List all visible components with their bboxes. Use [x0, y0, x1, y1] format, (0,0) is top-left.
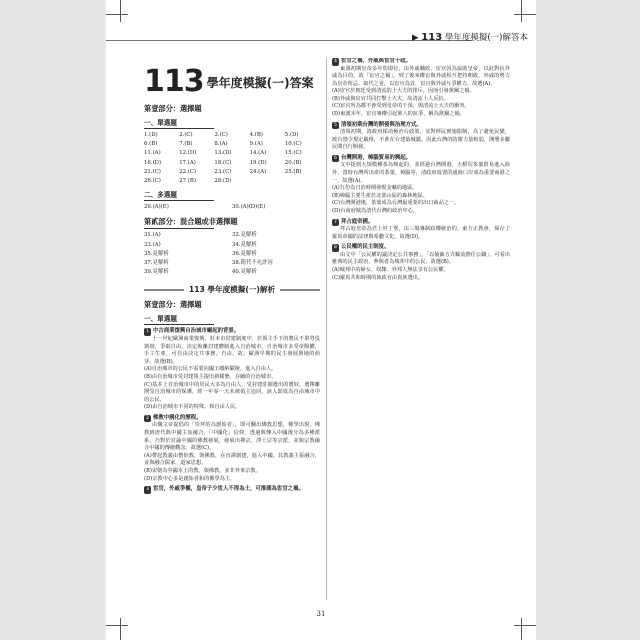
answer-item: 24.(A) [249, 168, 267, 175]
option-explanation: (D)台南府城為清代台灣的政治中心。 [332, 208, 419, 214]
answer-item: 30.(A)(D)(E) [232, 204, 266, 211]
question-block [332, 58, 510, 66]
heading-rule [144, 200, 214, 201]
solution-part-heading: 第壹部分：選擇題 [144, 300, 202, 310]
answer-item: 2.(C) [179, 132, 193, 138]
question-block [144, 486, 320, 494]
crop-mark [106, 625, 128, 626]
explanation-text: 拜占庭皇帝為君士坦丁堡，由三場專制政權統治的，東方正教會，保存了羅馬帝國的法律與希臘文化，故選(D)。 [332, 226, 510, 240]
heading-rule [144, 324, 214, 325]
part2-answer-grid [144, 231, 320, 277]
option-explanation: (C)台灣開港後，茶葉成為台灣最重要的出口商品之一。 [332, 200, 460, 207]
crop-mark [514, 14, 536, 15]
answer-item: 14.(A) [249, 150, 267, 157]
answer-item: 36.見解析 [232, 250, 257, 257]
question-head: 拜占庭帝國。 [340, 218, 374, 225]
multi-answer-grid [144, 203, 320, 212]
part1-heading: 第壹部分：選擇題 [144, 104, 202, 113]
question-head: 公民權的民主制度。 [340, 244, 390, 251]
option-explanation: (A)帶起教義由僧侶教，與佛教，在直譯創建，進入中國，其教義主張融合，並與融合儒家，道家思想。 [144, 452, 320, 467]
option-explanation: (D)宗教中心多是創始者和的佛學為主。 [144, 475, 236, 482]
answer-item: 35.見解析 [144, 250, 169, 257]
answer-item: 5.(D) [284, 132, 299, 138]
option-explanation: (C)基本上自治城市中的居民大多為自由人，受封建莊園遺出的農奴，選擇離開受自治城市的保護，經一年零一天未被領主追回，該人即成為自由城市中的公民。 [144, 381, 320, 403]
page-number: 31 [316, 610, 326, 618]
answer-item: 37.見解析 [144, 260, 169, 267]
answer-item: 40.見解析 [232, 269, 257, 276]
solution-band-title: 113 學年度模擬(一)解析 [188, 285, 276, 295]
answer-item: 8.(A) [214, 141, 228, 148]
band-line [144, 289, 184, 291]
option-explanation: (B)外戚與宦官共同打擊士大夫，故清流士人反抗。 [332, 95, 449, 102]
explanation-text: 東漢初期皇帝多年幼即位，由外戚輔政，宦官因為協助皇帝，以此對抗外戚為目的，故「宦官之禍」，到了後來權宦與外戚相互把持朝政，外戚的勢力為皇帝所忌，取代之者，以宦官為首，宦官與外戚互爭權力。故選(A)。 [332, 65, 510, 87]
answer-item: 22.(C) [179, 168, 197, 175]
answer-item: 13.(D) [214, 150, 232, 157]
explanation-text: 文中提到大規模種茶為興起的，並經過台灣開港，大稻埕茶葉貿易進入海外，當時台灣所出產的茶葉，樟腦等，清政府設置的通商口岸成為重要商港之一，故選(A)。 [332, 162, 510, 184]
answer-item: 38.隋代不允許河 [232, 260, 273, 267]
column-divider [326, 58, 327, 600]
single-answer-grid [144, 131, 320, 186]
answer-item: 1.(D) [144, 132, 158, 138]
answer-item: 29.(A)(E) [144, 204, 169, 211]
option-explanation: (A)自治城市的公民不需要向國王繳納賦稅，進入自由人。 [144, 366, 277, 373]
answer-item: 7.(B) [179, 141, 193, 148]
question-head: 佛教中國化的歷程。 [152, 414, 202, 421]
question-tag: 7 [334, 219, 337, 225]
answer-item: 25.(B) [284, 168, 302, 175]
question-head: 台灣開港，樟腦貿易的興起。 [340, 154, 412, 161]
explanation-text: 由文中「公民權的議決定公共事務」，「以抽籤方式輪流擔任公職」，可看出雅典的民主政治，參與者為城邦中的公民，故選(B)。 [332, 251, 510, 266]
answer-item: 31.(A) [144, 232, 161, 239]
question-block [332, 219, 510, 227]
answer-item: 11.(A) [144, 150, 161, 157]
answer-item: 33.(A) [144, 241, 161, 248]
answer-item: 4.(B) [249, 132, 263, 138]
answer-item: 12.(D) [179, 150, 197, 157]
option-list [332, 267, 510, 282]
answer-item: 23.(C) [214, 168, 232, 175]
question-head: 宦官之禍，外戚與宦官干政。 [340, 58, 412, 64]
option-explanation: (B)宋朝為中國本土的教，與佛教，並非外來宗教。 [144, 467, 261, 474]
single-choice-heading: 一、單選題 [144, 119, 177, 127]
answer-item: 15.(C) [284, 150, 302, 157]
answer-item: 32.見解析 [232, 232, 257, 239]
answer-item: 6.(B) [144, 141, 158, 148]
solution-band [144, 284, 320, 295]
book-page [106, 0, 536, 640]
explanation-text: 由魏文帝提倡的「崇拜的為創始者」，即可翻出佛教思想，佛學出現，佛教到唐代與中國主流融合，「中國化」信仰，透過與傳入中國後分為多種派系，乃對於討論中國的佛教發展，發展出禪宗，淨土宗等宗派，並與宗教融合中國的傳統觀念。故選(C)。 [144, 422, 320, 452]
question-head: 清領初期台灣的開發與治理方式。 [340, 121, 422, 128]
title-text: 學年度模擬(一)答案 [206, 76, 314, 90]
crop-mark [521, 0, 522, 22]
header-number: 113 [421, 32, 443, 43]
multi-choice-heading: 二、多選題 [144, 191, 177, 200]
answer-item: 9.(A) [249, 141, 263, 148]
answer-item: 21.(C) [144, 168, 161, 175]
option-list [144, 453, 320, 483]
question-tag: 6 [334, 155, 337, 161]
option-explanation: (A)九份為日治時期發現金礦的地區。 [332, 185, 418, 192]
explanation-text: 清領初期，清政府採消極治台政策，並對移民實施限制，為了避免民變，渡台禁令規定嚴格，不准在台建築城牆。因此台灣的防衛力量較弱，開墾多屬民間自行開發。 [332, 129, 510, 151]
option-explanation: (B)樟腦主要生產於北部山區的森林地區。 [332, 192, 429, 199]
option-explanation: (B)由自治城市受封建領主提出新樣態，存續的自治城市。 [144, 373, 277, 380]
question-tag: 4 [334, 59, 337, 64]
solution-single-heading: 一、單選題 [144, 315, 177, 324]
header-text: ▶ 113 學年度模擬(一)解答本 [412, 32, 528, 43]
heading-rule [144, 228, 214, 229]
band-line [280, 289, 320, 291]
answer-item: 34.見解析 [232, 241, 257, 248]
crop-mark [521, 618, 522, 640]
heading-rule [144, 128, 214, 129]
part2-heading: 第貳部分：混合題或非選擇題 [144, 217, 238, 227]
option-list [332, 185, 510, 215]
explanation-text: 十一世紀歐洲商業復興，莊本市封建制度中，於領主手下的農民不堪勞役剝削，爭取自由，決定脫離封建體制進入自治城市。自治城市多受帝賜權，手工生產，可自由決定共事務，自由，故，歐洲早期的民主發展與她的萌芽。故選(B)。 [144, 335, 320, 365]
answer-item: 3.(C) [214, 132, 228, 138]
question-tag: 2 [146, 415, 149, 421]
option-explanation: (C)羅馬共和時期的執政官由貴族選出。 [332, 274, 424, 281]
title-number: 113 [144, 64, 204, 99]
crop-mark [120, 618, 121, 640]
answer-item: 18.(C) [214, 159, 232, 166]
answer-item: 39.見解析 [144, 269, 169, 276]
option-explanation: (C)宦官所為都不會受到皇帝的干預，與清流士大夫的衝突。 [332, 103, 470, 110]
option-explanation: (D)由自治城市不同的特殊，和自由人民。 [144, 404, 241, 411]
answer-item: 19.(D) [249, 159, 267, 166]
running-header [106, 34, 536, 48]
crop-mark [514, 625, 536, 626]
question-tag: 5 [334, 122, 337, 128]
crop-mark [120, 0, 121, 22]
right-column [332, 58, 510, 600]
question-tag: 3 [146, 487, 149, 493]
page-title [144, 64, 320, 99]
crop-mark [106, 14, 128, 15]
answer-item: 27.(B) [179, 178, 196, 185]
left-column [144, 58, 320, 600]
option-explanation: (A)宦官於朝廷受到清流的士大夫的排斥，因而引發黨錮之禍。 [332, 88, 475, 95]
option-explanation: (A)城邦中的婦女、奴隸、外邦人無法享有公民權。 [332, 266, 449, 273]
question-block [332, 244, 510, 252]
question-tag: 8 [334, 245, 337, 251]
question-tag: 1 [146, 329, 149, 335]
option-list [144, 366, 320, 412]
question-head: 中古商業復興自治城市崛起的背景。 [152, 328, 240, 335]
answer-item: 17.(A) [179, 159, 196, 166]
answer-item: 26.(C) [144, 178, 161, 185]
option-list [332, 88, 510, 118]
answer-item: 16.(D) [144, 159, 162, 166]
question-head: 宦官，外戚爭權，皇帝子少宦人不得為士，可推測為宦官之禍。 [152, 486, 304, 493]
option-explanation: (D)東漢末年，宦官專權引起黨人的抗爭，稱為黨錮之禍。 [332, 111, 465, 118]
question-block [144, 328, 320, 336]
answer-item: 10.(C) [284, 141, 302, 148]
answer-item: 28.(D) [214, 178, 232, 185]
answer-item: 20.(B) [284, 159, 302, 166]
header-title: 學年度模擬(一)解答本 [444, 33, 528, 43]
